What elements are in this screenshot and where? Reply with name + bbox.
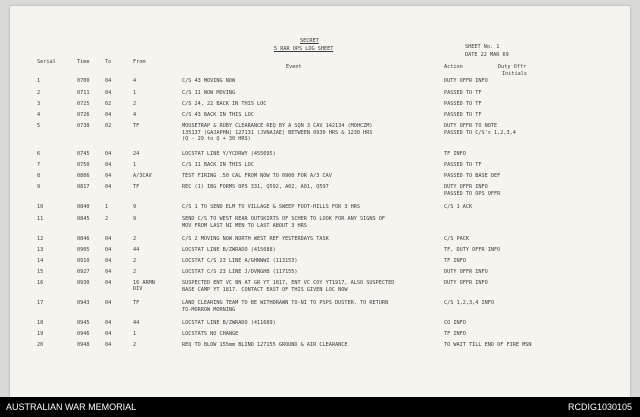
row-serial: 12 [37,236,44,242]
row-time: 0930 [77,280,90,286]
row-from: 2 [133,342,137,348]
col-initials-header: Initials [502,71,527,77]
row-serial: 11 [37,216,44,222]
col-event-header: Event [286,64,302,70]
row-from: 9 [133,216,137,222]
row-time: 0948 [77,342,90,348]
row-to: 04 [105,331,112,337]
row-from: 16 ARMN DIV [133,280,155,292]
row-to: 02 [105,123,112,129]
row-action-line: PASSED TO TF [444,112,482,118]
col-to-header: To [105,59,112,65]
row-to: 04 [105,112,112,118]
table-row [10,204,630,216]
row-time: 0750 [77,162,90,168]
archive-footer [0,397,640,417]
col-duty-offr-header: Duty Offr [498,64,527,70]
row-to: 04 [105,184,112,190]
table-row [10,123,630,142]
row-event-line: LAND CLEARING TEAM TO BE WITHDRAWN TO-NI TO PSPS DUSTER. TO RETURN [182,300,389,306]
row-event-line: LOCSTAT LINE B/ZWRADO (415688) [182,247,276,253]
row-to: 04 [105,236,112,242]
row-from: 1 [133,331,137,337]
sheet-date: DATE 22 MAR 69 [465,52,509,58]
row-time: 0840 [77,204,90,210]
col-from-header: From [133,59,146,65]
row-event-line: C/S 24, 22 BACK IN THIS LOC [182,101,267,107]
row-from: 4 [133,78,137,84]
table-row [10,300,630,312]
row-event-line: LOCSTAT LINE Y/YCDRWY (455695) [182,151,276,157]
row-from: 44 [133,320,140,326]
row-event-line: SEND C/S TO WEST REAR OUTSKIRTS OF SCHER TO LOOK FOR ANY SIGNS OF [182,216,386,222]
row-time: 0725 [77,101,90,107]
row-serial: 1 [37,78,41,84]
row-serial: 19 [37,331,44,337]
row-to: 04 [105,258,112,264]
row-action-line: TO WAIT TILL END OF FIRE MSN [444,342,532,348]
row-time: 0910 [77,258,90,264]
col-action-header: Action [444,64,463,70]
row-time: 0711 [77,90,90,96]
row-to: 04 [105,300,112,306]
row-event-line: C/S 11 BACK IN THIS LOC [182,162,254,168]
row-from: 9 [133,204,137,210]
row-time: 0738 [77,123,90,129]
row-event-line: TEST FIRING .50 CAL FROM NOW TO 0900 FOR A/3 CAV [182,173,332,179]
row-serial: 13 [37,247,44,253]
table-row [10,78,630,90]
row-to: 04 [105,90,112,96]
row-to: 04 [105,173,112,179]
row-to: 1 [105,204,109,210]
row-serial: 4 [37,112,41,118]
row-time: 0943 [77,300,90,306]
row-time: 0905 [77,247,90,253]
row-event-line: (Q - 29 to Q + 30 HRS) [182,136,251,142]
row-action-line: TF INFO [444,151,466,157]
row-serial: 5 [37,123,41,129]
row-event-line: C/S 2 MOVING NOW NORTH WEST REF YESTERDAYS TASK [182,236,329,242]
row-serial: 6 [37,151,41,157]
col-time-header: Time [77,59,90,65]
row-to: 04 [105,151,112,157]
row-time: 0845 [77,216,90,222]
row-event-line: C/S 11 NOW MOVING [182,90,236,96]
sheet-title: 5 RAR OPS LOG SHEET [274,46,334,52]
row-from: 1 [133,162,137,168]
row-action-line: PASSED TO OPS OFFR [444,190,501,197]
row-from: A/3CAV [133,173,152,179]
row-event-line: LOCSTATS NO CHANGE [182,331,239,337]
row-event-line: LOCSTAT LINE B/ZWRADO (411689) [182,320,276,326]
row-to: 04 [105,269,112,275]
row-event-line: C/S 43 MOVING NOW [182,78,236,84]
row-event-line: MOV FROM LAST NI MEN TO LAST ABOUT 3 HRS [182,222,307,229]
row-from: TF [133,300,140,306]
row-to: 02 [105,101,112,107]
table-row [10,342,630,354]
row-time: 0806 [77,173,90,179]
row-from: 2 [133,269,137,275]
row-time: 0946 [77,331,90,337]
row-event-line: C/S 43 BACK IN THIS LOC [182,112,254,118]
row-serial: 3 [37,101,41,107]
row-action-line: TF, DUTY OFFR INFO [444,247,501,253]
row-action-line: DUTY OFFR INFO [444,280,488,286]
row-serial: 14 [37,258,44,264]
row-action-line: PASSED TO TF [444,162,482,168]
row-action-line: TF INFO [444,258,466,264]
row-from: 4 [133,112,137,118]
row-action-line: PASSED TO C/S's 1,2,3,4 [444,129,516,136]
row-to: 04 [105,162,112,168]
row-action-line: C/S 1 ACK [444,204,473,210]
row-serial: 7 [37,162,41,168]
row-time: 0745 [77,151,90,157]
row-action-line: DUTY OFFR INFO [444,78,488,84]
row-from: TF [133,184,140,190]
row-action-line: CO INFO [444,320,466,326]
row-serial: 17 [37,300,44,306]
row-action-line: DUTY OFFR TO NOTE [444,123,498,129]
row-serial: 8 [37,173,41,179]
row-action-line: DUTY OFFR INFO [444,269,488,275]
table-row [10,280,630,292]
row-action-line: PASSED TO TF [444,101,482,107]
row-event-line: REQ TO BLOW 155mm BLIND 127155 GROUND & AIR CLEARANCE [182,342,348,348]
row-action-line: PASSED TO TF [444,90,482,96]
row-to: 2 [105,216,109,222]
row-event-line: LOCSTAT C/S 23 LINE J/DVNGHB (117155) [182,269,298,275]
row-serial: 9 [37,184,41,190]
row-from: 2 [133,258,137,264]
col-serial-header: Serial [37,59,56,65]
row-action-line: TF INFO [444,331,466,337]
row-event-line: BASE CAMP YT 1817. CONTACT EAST OF THIS GIVEN LOC NOW [182,286,348,293]
row-to: 04 [105,320,112,326]
row-action-line: DUTY OFFR INFO [444,184,488,190]
row-event-line: TO-MORROW MORNING [182,306,236,313]
archive-name: AUSTRALIAN WAR MEMORIAL [6,402,137,412]
row-event-line: LOCSTAT C/S 23 LINE A/GHNWWI (113153) [182,258,298,264]
row-to: 04 [105,247,112,253]
row-from: 2 [133,101,137,107]
row-time: 0726 [77,112,90,118]
row-time: 0700 [77,78,90,84]
archive-reference: RCDIG1030105 [567,402,632,412]
row-from: 2 [133,236,137,242]
row-event-line: SUSPECTED ENT VC BN AT GR YT 1817, ENT VC COY YT1917, ALSO SUSPECTED [182,280,395,286]
row-from: TF [133,123,140,129]
row-action-line: C/S PACK [444,236,469,242]
row-serial: 16 [37,280,44,286]
log-sheet [10,6,630,397]
row-from: 44 [133,247,140,253]
row-event-line: C/S 1 TO SEND ELM TO VILLAGE & SWEEP FOOT-HILLS FOR 3 HRS [182,204,361,210]
row-serial: 18 [37,320,44,326]
row-from: 24 [133,151,140,157]
row-action-line: PASSED TO BASE DEF [444,173,501,179]
row-event-line: REC (1) IBG FORMS OPS 331, Q592, A02, A01, Q597 [182,184,329,190]
secret-marking: SECRET [300,38,319,44]
row-time: 0846 [77,236,90,242]
row-time: 0927 [77,269,90,275]
row-from: 1 [133,90,137,96]
row-serial: 20 [37,342,44,348]
row-time: 0817 [77,184,90,190]
table-row [10,216,630,228]
row-event-line: 135137 (GAJAPHN) 127131 (JVNAJAE) BETWEEN 0930 HRS & 1230 HRS [182,129,373,136]
row-serial: 10 [37,204,44,210]
table-row [10,184,630,196]
row-to: 04 [105,78,112,84]
row-event-line: MOUSETRAP & RUBY CLEARANCE REQ BY A SQN 3 CAV 142134 (MOHCZM) [182,123,373,129]
row-to: 04 [105,280,112,286]
row-serial: 15 [37,269,44,275]
row-to: 04 [105,342,112,348]
row-action-line: C/S 1,2,3,4 INFO [444,300,494,306]
row-serial: 2 [37,90,41,96]
row-time: 0945 [77,320,90,326]
sheet-number: SHEET No. 1 [465,44,500,50]
